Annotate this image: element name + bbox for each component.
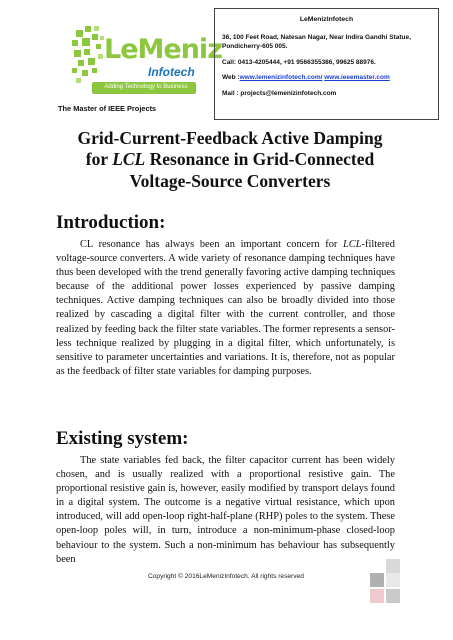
company-logo [70,24,222,100]
logo-text-meniz: Meniz [137,34,222,65]
document-title [50,128,410,192]
contact-address-2: Pondicherry-605 005. [222,42,288,50]
decor-square [370,573,384,587]
intro-lead: CL resonance has always been an important concern for [80,239,344,250]
introduction-paragraph [56,238,395,379]
decor-square [386,559,400,573]
contact-web [222,74,431,83]
title-line-3: Voltage-Source Converters [129,170,331,191]
title-line-2-post: Resonance in Grid-Connected [145,149,375,170]
contact-call: Call: 0413-4205444, +91 9566355386, 99625 88976. [222,58,376,66]
decor-square [370,589,384,603]
contact-web-link-2[interactable]: www.ieeemaster.com [324,74,390,82]
decor-square [386,589,400,603]
contact-address-1: 36, 100 Feet Road, Natesan Nagar, Near Indira Gandhi Statue, [222,34,411,42]
copyright-footer: Copyright © 2016LeMenizInfotech. All rights reserved [148,573,304,580]
existing-system-heading: Existing system: [56,428,189,449]
logo-wordmark [104,36,222,63]
intro-body: -filtered voltage-source converters. A wide variety of resonance damping techniques have thus been developed with the trend generally favoring active damping techniques because of the additional power losses experienced by passive damping techniques. Active damping techniques can also be broadly divided into those realized by cascading a digital filter with the current controller, and those realized by feeding back the filter state variables. The former represents a sensor-less technique realized by plugging in a digital filter, which unfortunately, is sensitive to parameter uncertainties and variations. It is, therefore, not as popular as the feedback of filter state variables for damping purposes. [56,239,395,377]
decor-square [386,573,400,587]
title-line-1: Grid-Current-Feedback Active Damping [77,128,383,148]
contact-mail: Mail : projects@lemenizinfotech.com [222,90,337,98]
title-line-2-pre: for [85,149,113,170]
logo-slogan: Adding Technology to Business [104,83,188,90]
intro-lead-italic: LCL [343,239,362,250]
title-line-2-italic: LCL [112,149,146,170]
existing-system-paragraph: The state variables fed back, the filter capacitor current has been widely chosen, and is usually realized with a proportional resistive gain. The proportional resistive gain is, however, easily modified by transport delays found in a digital system. The outcome is a negative virtual resistance, which upon introduced, will add open-loop right-half-plane (RHP) poles to the system. These open-loop poles will, in turn, introduce a non-minimum-phase closed-loop behaviour to the system. Such a non-minimum has behaviour has subsequently been [56,455,395,565]
contact-web-label: Web : [222,74,240,82]
introduction-heading: Introduction: [56,212,166,233]
contact-web-link-1[interactable]: www.lemenizinfotech.com/ [239,74,323,82]
title-line-2 [50,149,410,170]
logo-text-le: Le [104,34,138,65]
contact-title: LeMenizInfotech [299,16,354,23]
contact-box [214,8,439,120]
tagline: The Master of IEEE Projects [58,104,157,113]
logo-infotech: Infotech [148,65,195,79]
